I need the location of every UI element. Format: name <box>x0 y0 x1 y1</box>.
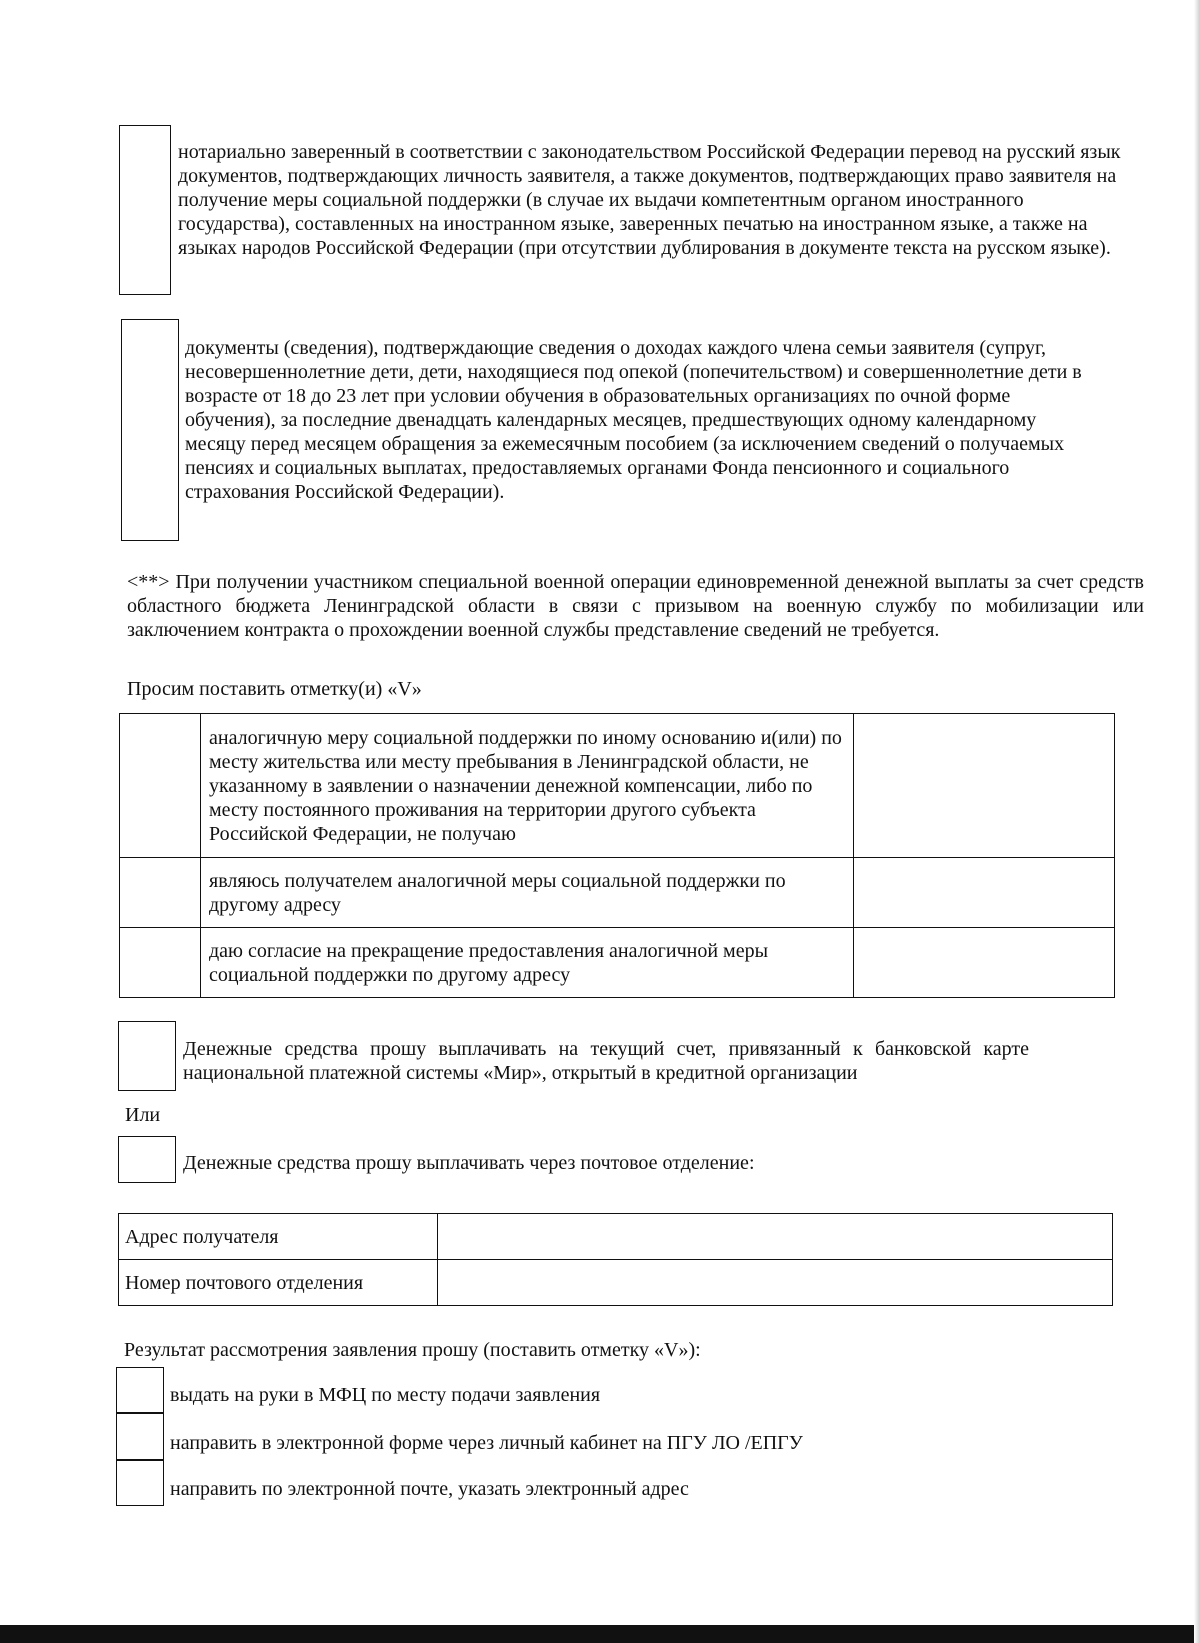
or-label: Или <box>125 1104 161 1126</box>
income-documents-text: документы (сведения), подтверждающие сведения о доходах каждого члена семьи заявителя (супруг, несовершеннолетние дети, дети, находящиеся под опекой (попечительством) и совершеннолетние дети в возрасте от 18 до 23 лет при условии обучения в образовательных организациях по очной форме обучения), за последние двенадцать календарных месяцев, предшествующих одному календарному месяцу перед месяцем обращения за ежемесячным пособием (за исключением сведений о получаемых пенсиях и социальных выплатах, предоставляемых органами Фонда пенсионного и социального страхования Российской Федерации). <box>185 337 1082 503</box>
checkbox-income-documents[interactable] <box>121 319 179 541</box>
result-option-email: направить по электронной почте, указать электронный адрес <box>170 1478 689 1500</box>
address-table <box>118 1213 1113 1306</box>
recipient-address-field[interactable] <box>438 1214 1113 1260</box>
table-row <box>119 1260 1113 1306</box>
checkbox-post-payment[interactable] <box>118 1136 176 1183</box>
option-3-text: даю согласие на прекращение предоставления аналогичной меры социальной поддержки по другому адресу <box>201 928 854 998</box>
checkbox-result-online[interactable] <box>116 1413 164 1460</box>
option-1-note-cell[interactable] <box>854 714 1115 858</box>
option-3-mark-cell[interactable] <box>120 928 201 998</box>
checkbox-notarized-translation[interactable] <box>119 125 171 295</box>
checkbox-result-email[interactable] <box>116 1460 164 1506</box>
checkbox-result-mfc[interactable] <box>116 1367 164 1413</box>
mark-request-text: Просим поставить отметку(и) «V» <box>127 678 422 700</box>
option-3-note-cell[interactable] <box>854 928 1115 998</box>
post-payment-text: Денежные средства прошу выплачивать через почтовое отделение: <box>183 1152 755 1174</box>
recipient-address-label: Адрес получателя <box>119 1214 438 1260</box>
scan-right-edge <box>1194 0 1200 1643</box>
footnote-text: <**> При получении участником специальной военной операции единовременной денежной выплаты за счет средств областного бюджета Ленинградской области в связи с призывом на военную службу по мобилизации или заключением контракта о прохождении военной службы представление сведений не требуется. <box>127 571 1144 641</box>
option-2-text: являюсь получателем аналогичной меры социальной поддержки по другому адресу <box>201 858 854 928</box>
option-2-note-cell[interactable] <box>854 858 1115 928</box>
notarized-translation-text: нотариально заверенный в соответствии с законодательством Российской Федерации перевод на русский язык документов, подтверждающих личность заявителя, а также документов, подтверждающих право заявителя на получение меры социальной поддержки (в случае их выдачи компетентным органом иностранного государства), составленных на иностранном языке, заверенных печатью на иностранном языке, а также на языках народов Российской Федерации (при отсутствии дублирования в документе текста на русском языке). <box>178 141 1121 259</box>
table-row <box>120 714 1115 858</box>
checkbox-card-payment[interactable] <box>118 1021 176 1091</box>
option-1-text: аналогичную меру социальной поддержки по иному основанию и(или) по месту жительства или месту пребывания в Ленинградской области, не указанному в заявлении о назначении денежной компенсации, либо по месту постоянного проживания на территории другого субъекта Российской Федерации, не получаю <box>201 714 854 858</box>
card-payment-text: Денежные средства прошу выплачивать на текущий счет, привязанный к банковской карте национальной платежной системы «Мир», открытый в кредитной организации <box>183 1038 1029 1084</box>
table-row <box>120 928 1115 998</box>
scan-bottom-edge <box>0 1625 1200 1643</box>
table-row <box>120 858 1115 928</box>
post-office-number-field[interactable] <box>438 1260 1113 1306</box>
post-office-number-label: Номер почтового отделения <box>119 1260 438 1306</box>
option-2-mark-cell[interactable] <box>120 858 201 928</box>
result-heading: Результат рассмотрения заявления прошу (поставить отметку «V»): <box>124 1339 701 1361</box>
result-option-online: направить в электронной форме через личный кабинет на ПГУ ЛО /ЕПГУ <box>170 1432 803 1454</box>
option-1-mark-cell[interactable] <box>120 714 201 858</box>
table-row <box>119 1214 1113 1260</box>
options-table <box>119 713 1115 998</box>
result-option-mfc: выдать на руки в МФЦ по месту подачи заявления <box>170 1384 601 1406</box>
